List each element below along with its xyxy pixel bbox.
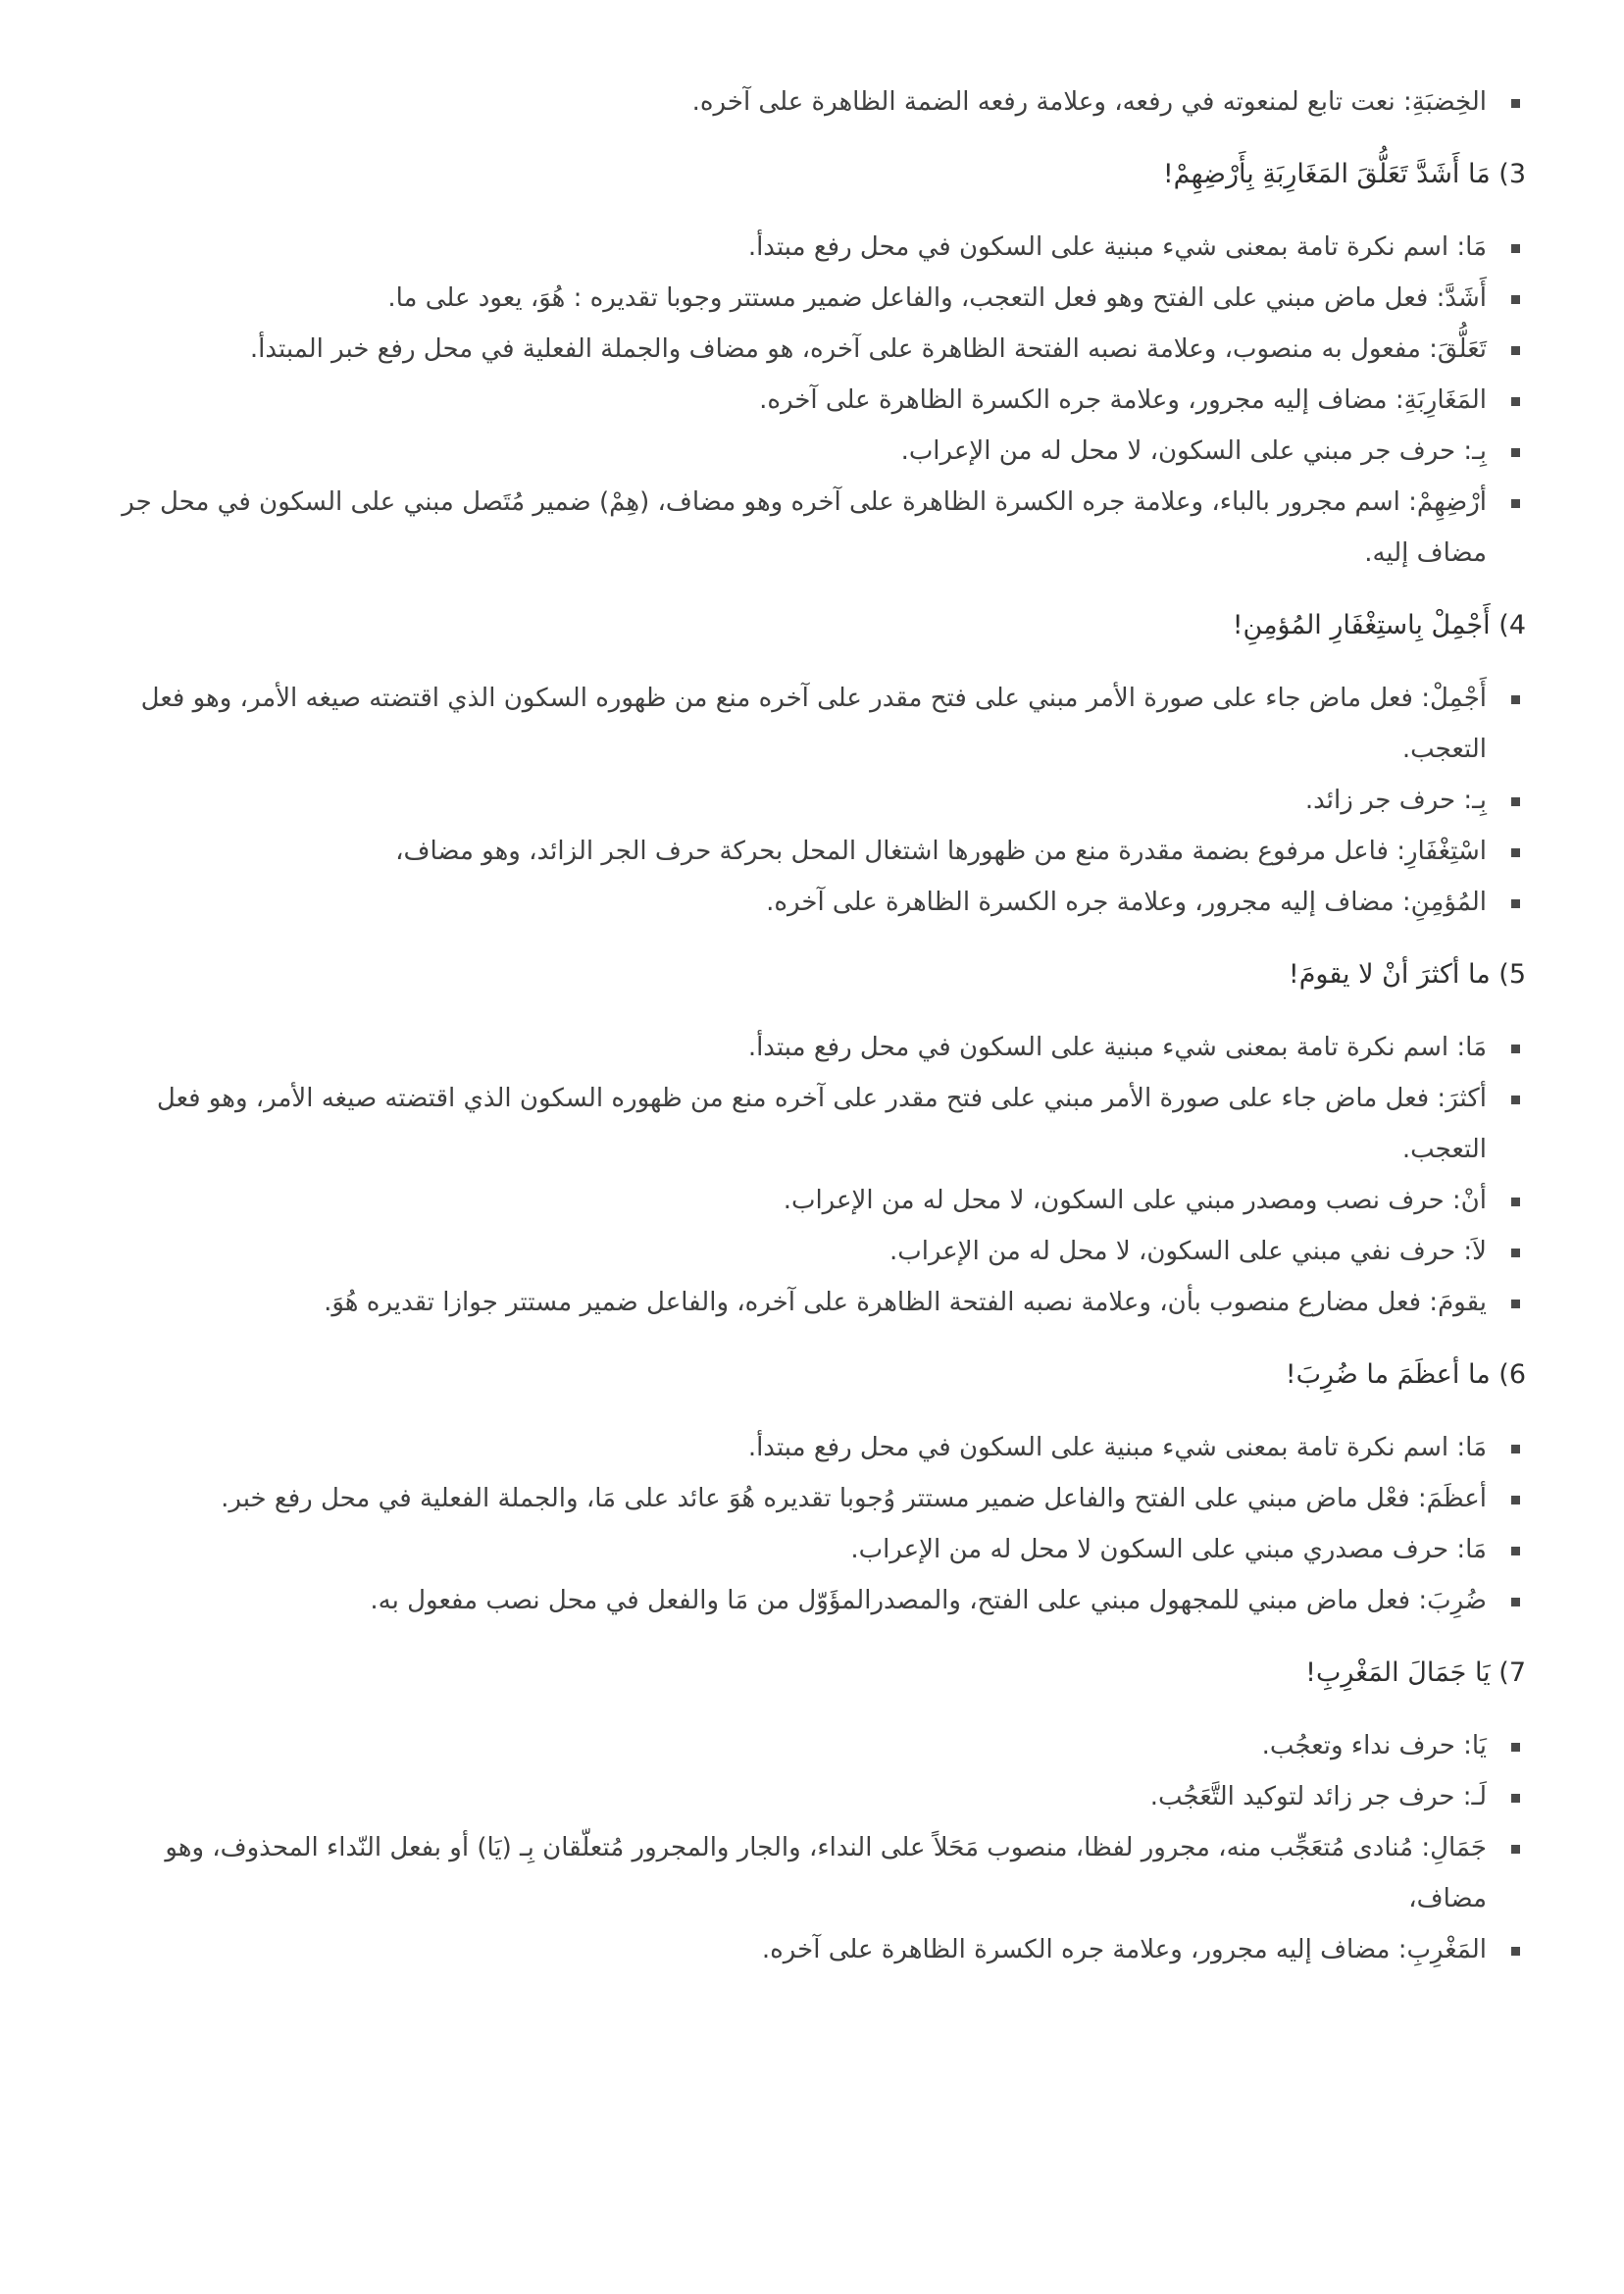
list-item: المَغْرِبِ: مضاف إليه مجرور، وعلامة جره الكسرة الظاهرة على آخره. [94,1924,1526,1975]
list-item: تَعَلُّقَ: مفعول به منصوب، وعلامة نصبه الفتحة الظاهرة على آخره، هو مضاف والجملة الفعلية في محل رفع خبر المبتدأ. [94,324,1526,375]
bullet-list [94,222,1526,579]
section-heading: 4) أَجْمِلْ بِاستِغْفَارِ المُؤمِنِ! [1232,610,1526,640]
list-item: أنْ: حرف نصب ومصدر مبني على السكون، لا محل له من الإعراب. [94,1175,1526,1226]
list-item: لاَ: حرف نفي مبني على السكون، لا محل له من الإعراب. [94,1226,1526,1277]
list-item: بِـ: حرف جر زائد. [94,775,1526,826]
list-item: يَا: حرف نداء وتعجُب. [94,1720,1526,1771]
list-item: مَا: اسم نكرة تامة بمعنى شيء مبنية على السكون في محل رفع مبتدأ. [94,222,1526,273]
document-page [94,76,1526,1975]
bullet-list [94,673,1526,928]
list-item: ضُرِبَ: فعل ماض مبني للمجهول مبني على الفتح، والمصدرالمؤَوّل من مَا والفعل في محل نصب مفعول به. [94,1575,1526,1626]
list-item: أَشَدَّ: فعل ماض مبني على الفتح وهو فعل التعجب، والفاعل ضمير مستتر وجوبا تقديره : هُوَ، يعود على ما. [94,273,1526,324]
list-item: اسْتِغْفَارِ: فاعل مرفوع بضمة مقدرة منع من ظهورها اشتغال المحل بحركة حرف الجر الزائد، وهو مضاف، [94,826,1526,877]
list-item: مَا: اسم نكرة تامة بمعنى شيء مبنية على السكون في محل رفع مبتدأ. [94,1022,1526,1073]
list-item: المَغَارِبَةِ: مضاف إليه مجرور، وعلامة جره الكسرة الظاهرة على آخره. [94,375,1526,426]
section-heading: 6) ما أعظَمَ ما ضُرِبَ! [1285,1359,1526,1390]
list-item: مَا: اسم نكرة تامة بمعنى شيء مبنية على السكون في محل رفع مبتدأ. [94,1422,1526,1473]
list-item: بِـ: حرف جر مبني على السكون، لا محل له من الإعراب. [94,426,1526,477]
list-item: أعظَمَ: فعْل ماض مبني على الفتح والفاعل ضمير مستتر وُجوبا تقديره هُوَ عائد على مَا، والجملة الفعلية في محل رفع خبر. [94,1473,1526,1524]
list-item: يقومَ: فعل مضارع منصوب بأن، وعلامة نصبه الفتحة الظاهرة على آخره، والفاعل ضمير مستتر جوازا تقديره هُوَ. [94,1277,1526,1328]
list-item: أكثرَ: فعل ماض جاء على صورة الأمر مبني على فتح مقدر على آخره منع من ظهوره السكون الذي اقتضته صيغه الأمر، وهو فعل التعجب. [94,1073,1526,1175]
list-item: الخِضبَةِ: نعت تابع لمنعوته في رفعه، وعلامة رفعه الضمة الظاهرة على آخره. [94,76,1526,127]
list-item: جَمَالِ: مُنادى مُتعَجِّب منه، مجرور لفظا، منصوب مَحَلاً على النداء، والجار والمجرور مُتعلّقان بِـ (يَا) أو بفعل النّداء المحذوف، وهو مضاف، [94,1822,1526,1924]
bullet-list [94,76,1526,127]
bullet-list [94,1720,1526,1975]
bullet-list [94,1422,1526,1626]
section-heading: 5) ما أكثرَ أنْ لا يقومَ! [1288,959,1526,990]
list-item: أَجْمِلْ: فعل ماض جاء على صورة الأمر مبني على فتح مقدر على آخره منع من ظهوره السكون الذي اقتضته صيغه الأمر، وهو فعل التعجب. [94,673,1526,775]
bullet-list [94,1022,1526,1328]
list-item: لَـ: حرف جر زائد لتوكيد التَّعَجُب. [94,1771,1526,1822]
list-item: مَا: حرف مصدري مبني على السكون لا محل له من الإعراب. [94,1524,1526,1575]
list-item: أرْضِهِمْ: اسم مجرور بالباء، وعلامة جره الكسرة الظاهرة على آخره وهو مضاف، (هِمْ) ضمير مُتَصل مبني على السكون في محل جر مضاف إليه. [94,477,1526,579]
list-item: المُؤمِنِ: مضاف إليه مجرور، وعلامة جره الكسرة الظاهرة على آخره. [94,877,1526,928]
section-heading: 3) مَا أَشَدَّ تَعَلُّقَ المَغَارِبَةِ بِأَرْضِهِمْ! [1162,159,1526,189]
section-heading: 7) يَا جَمَالَ المَغْرِبِ! [1305,1657,1526,1688]
